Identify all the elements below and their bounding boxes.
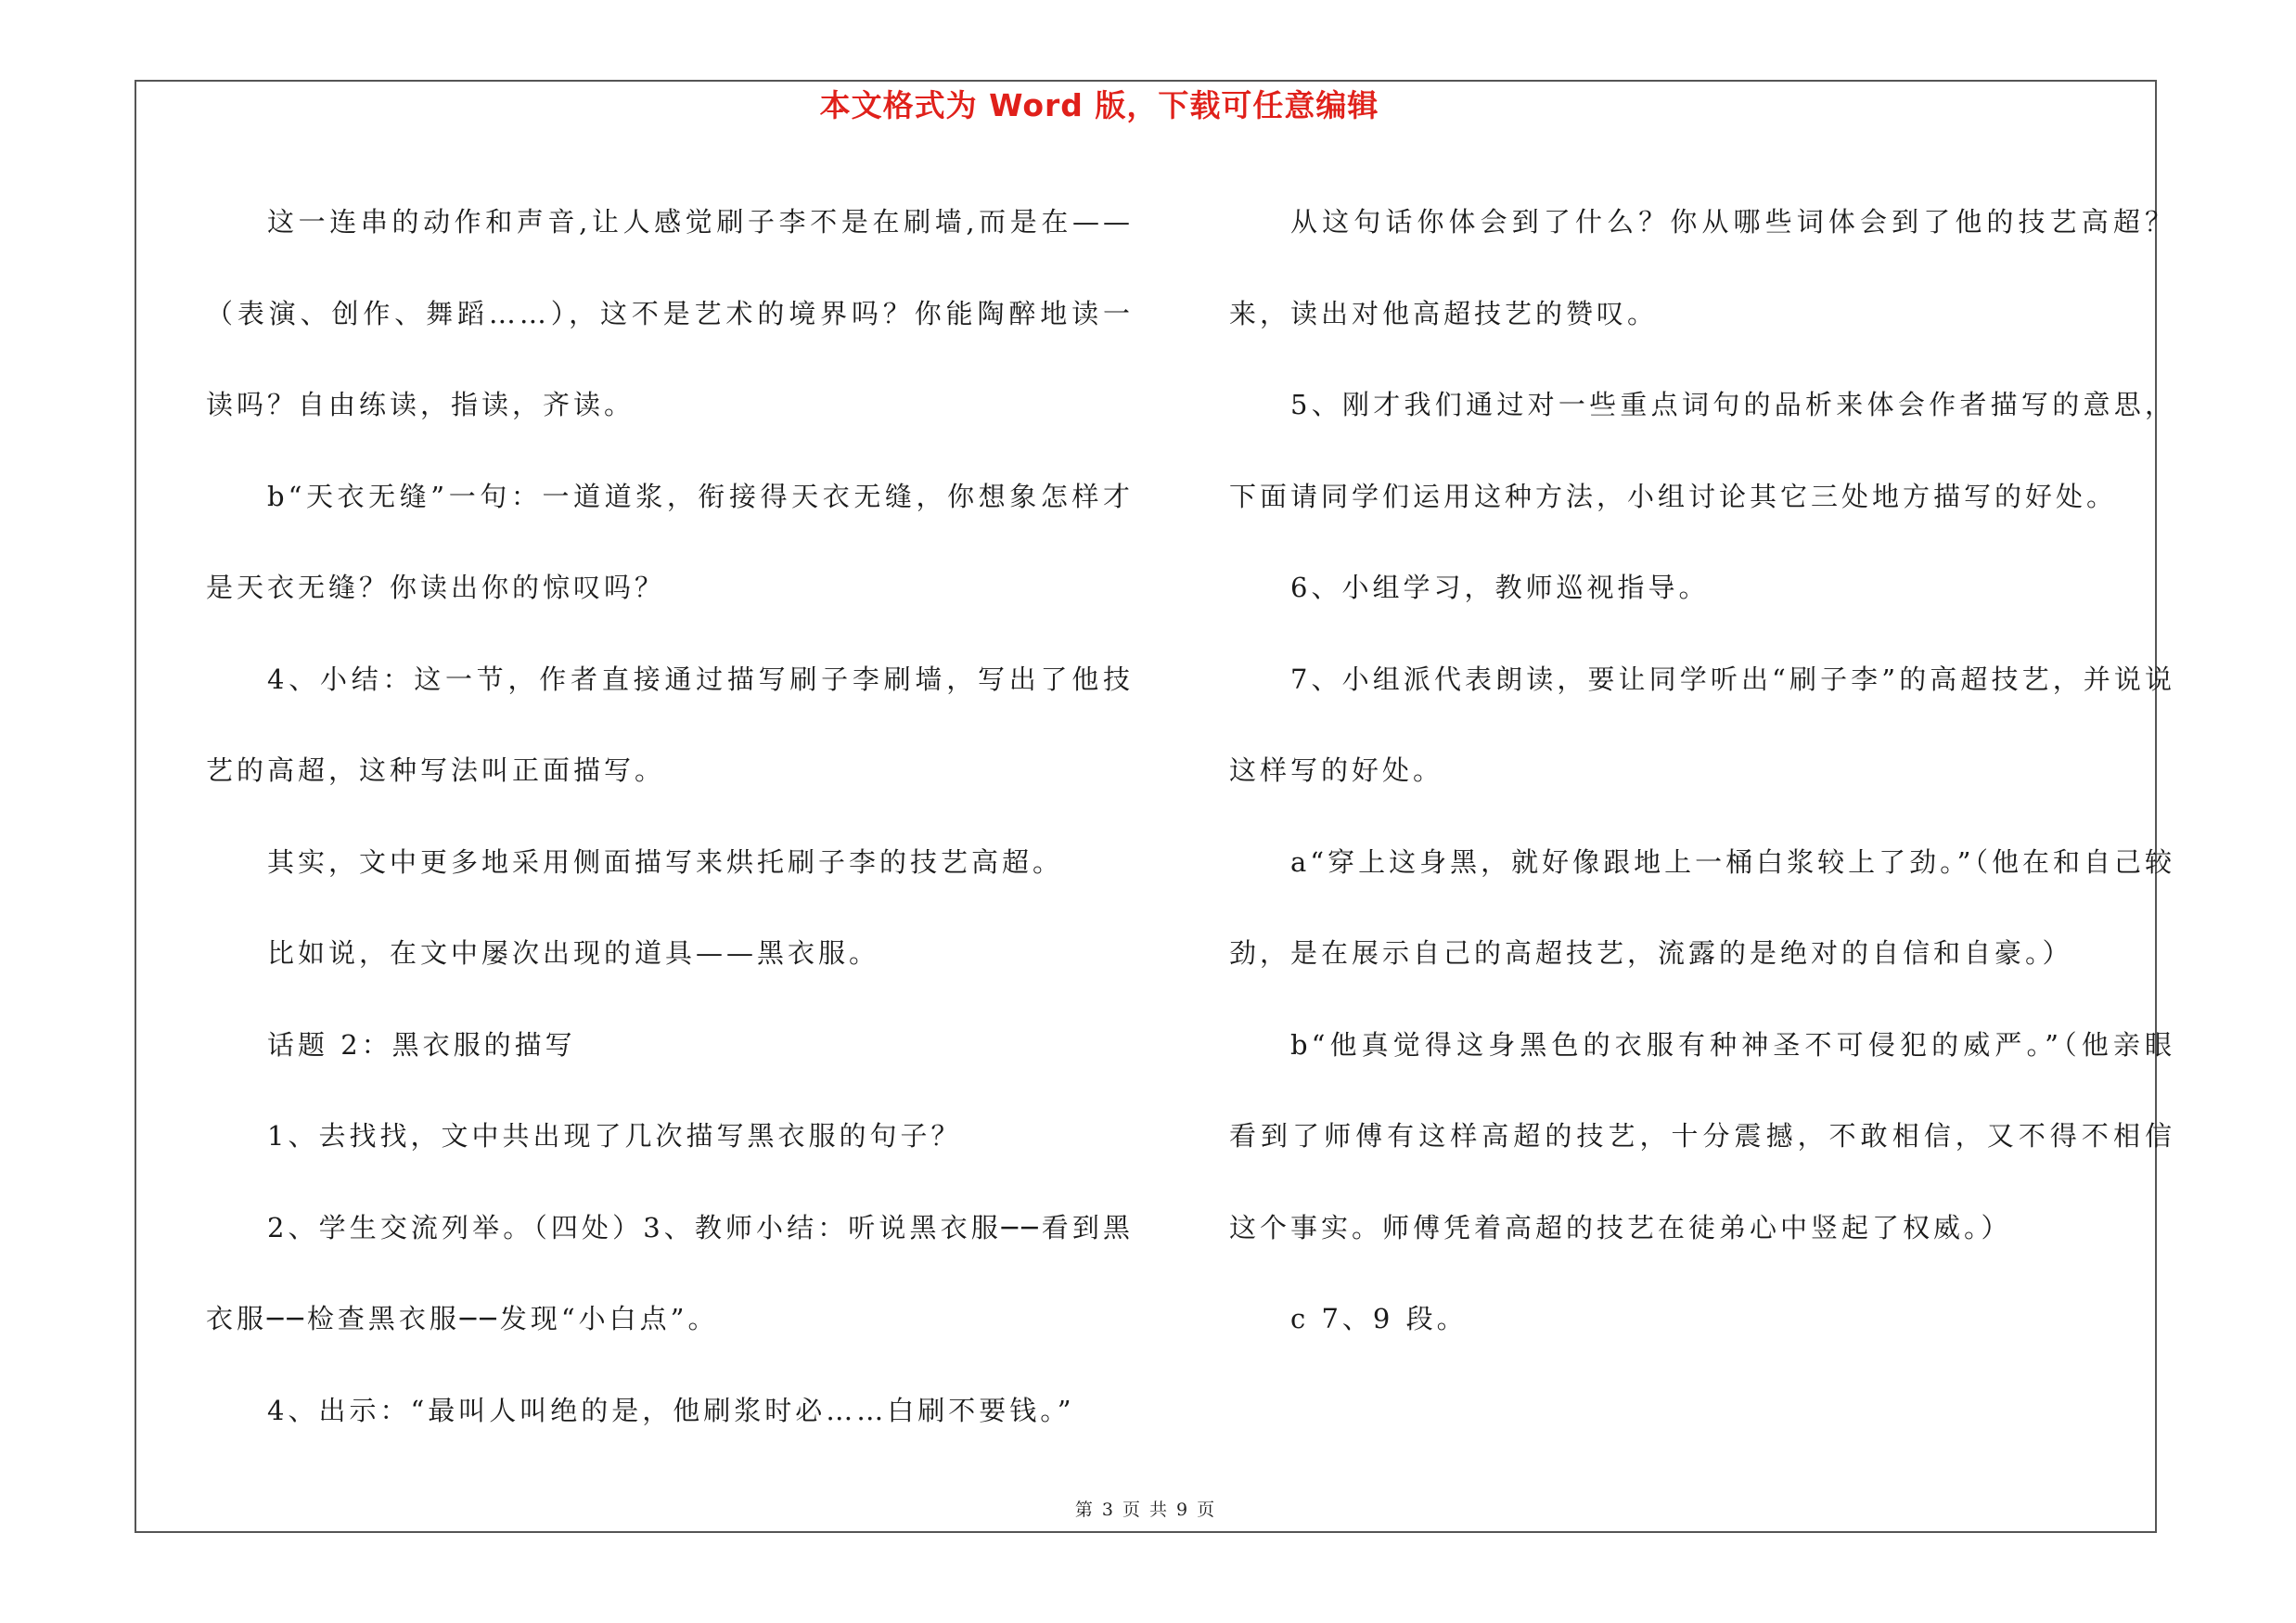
topic-heading: 话题 2：黑衣服的描写 xyxy=(267,1028,576,1061)
paragraph: 从这句话你体会到了什么？你从哪些词体会到了他的技艺高超？来，读出对他高超技艺的赞叹。 xyxy=(1229,206,2175,329)
paragraph: 6、小组学习，教师巡视指导。 xyxy=(1290,572,1710,603)
paragraph: 1、去找找，文中共出现了几次描写黑衣服的句子？ xyxy=(267,1120,962,1152)
paragraph: 这一连串的动作和声音,让人感觉刷子李不是在刷墙,而是在——（表演、创作、舞蹈……），这不是艺术的境界吗？你能陶醉地读一读吗？自由练读，指读，齐读。 xyxy=(206,206,1134,420)
right-text-column xyxy=(1229,176,2175,1365)
paragraph: 其实，文中更多地采用侧面描写来烘托刷子李的技艺高超。 xyxy=(267,845,1064,878)
paragraph: 4、小结：这一节，作者直接通过描写刷子李刷墙，写出了他技艺的高超，这种写法叫正面描写。 xyxy=(206,663,1134,786)
left-text-column xyxy=(206,176,1134,1456)
paragraph: 5、刚才我们通过对一些重点词句的品析来体会作者描写的意思，下面请同学们运用这种方法，小组讨论其它三处地方描写的好处。 xyxy=(1229,389,2175,512)
page-number-footer: 第 3 页 共 9 页 xyxy=(1074,1500,1217,1520)
word-format-banner: 本文格式为 Word 版，下载可任意编辑 xyxy=(819,87,1379,123)
paragraph: b“天衣无缝”一句：一道道浆，衔接得天衣无缝，你想象怎样才是天衣无缝？你读出你的惊叹吗？ xyxy=(206,480,1134,603)
paragraph: 7、小组派代表朗读，要让同学听出“刷子李”的高超技艺，并说说这样写的好处。 xyxy=(1229,663,2175,786)
paragraph: b“他真觉得这身黑色的衣服有种神圣不可侵犯的威严。”（他亲眼看到了师傅有这样高超的技艺，十分震撼，不敢相信，又不得不相信这个事实。师傅凭着高超的技艺在徒弟心中竖起了权威。） xyxy=(1229,1028,2175,1243)
paragraph: 比如说，在文中屡次出现的道具——黑衣服。 xyxy=(267,937,880,969)
paragraph: c 7、9 段。 xyxy=(1290,1303,1468,1334)
paragraph: 4、出示：“最叫人叫绝的是，他刷浆时必……白刷不要钱。” xyxy=(267,1394,1075,1426)
paragraph: 2、学生交流列举。（四处）3、教师小结：听说黑衣服──看到黑衣服──检查黑衣服──发现“小白点”。 xyxy=(206,1211,1134,1334)
paragraph: a“穿上这身黑，就好像跟地上一桶白浆较上了劲。”（他在和自己较劲，是在展示自己的高超技艺，流露的是绝对的自信和自豪。） xyxy=(1229,845,2175,969)
